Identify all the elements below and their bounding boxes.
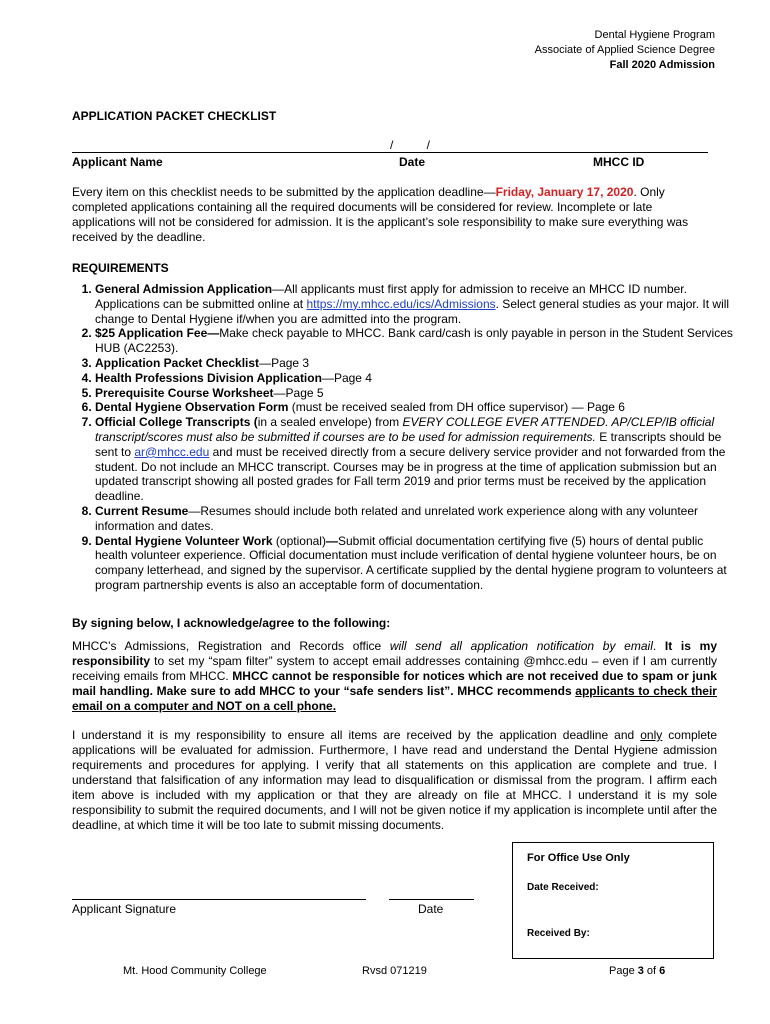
intro-paragraph: Every item on this checklist needs to be submitted by the application deadline—Friday, January 17, 2020. Only completed applications containing all the required documents will be considered for review. Incomplete or late applications will not be considered for admission. It is the applicant’s sole responsibility to make sure everything was received by the deadline. bbox=[72, 185, 689, 244]
list-item: 6. Dental Hygiene Observation Form (must be received sealed from DH office supervisor) — Page 6 bbox=[95, 400, 735, 415]
page-title: APPLICATION PACKET CHECKLIST bbox=[72, 109, 277, 123]
responsibility-paragraph: I understand it is my responsibility to ensure all items are received by the application deadline and only complete applications will be evaluated for admission. Furthermore, I have read and understand the Dental Hygiene admission requirements and procedures for applying. I verify that all statements on this application are complete and true. I understand that falsification of any information may lead to disqualification or dismissal from the program. I affirm each item above is included with my application or that they are already on file at MHCC. I understand it is my sole responsibility to submit the required documents, and I will not be given notice if my application is incomplete until after the deadline, at which time it will be too late to submit missing documents. bbox=[72, 728, 717, 832]
list-item: 3. Application Packet Checklist—Page 3 bbox=[95, 356, 735, 371]
requirements-heading: REQUIREMENTS bbox=[72, 261, 169, 275]
admissions-link[interactable]: https://my.mhcc.edu/ics/Admissions bbox=[306, 296, 496, 311]
list-item: 2. $25 Application Fee—Make check payable to MHCC. Bank card/cash is only payable in person in the Student Services HUB (AC2253). bbox=[95, 326, 735, 356]
list-item: 9. Dental Hygiene Volunteer Work (optional)—Submit official documentation certifying five (5) hours of dental public health volunteer experience. Official documentation must include verification of dental hygiene volunteer hours, be on company letterhead, and signed by the supervisor. A certificate supplied by the dental hygiene program to volunteers at program partnership events is also an acceptable form of documentation. bbox=[95, 534, 735, 593]
date-received-label: Date Received: bbox=[527, 882, 599, 893]
program-name: Dental Hygiene Program bbox=[594, 29, 715, 41]
signature-date-label: Date bbox=[418, 902, 444, 916]
list-item: 1. General Admission Application—All applicants must first apply for admission to receive an MHCC ID number. Applications can be submitted online at https://my.mhcc.edu/ics/Admissions. Select general studies as your major. It will change to Dental Hygiene if/when you are admitted into the program. bbox=[95, 282, 735, 326]
degree-name: Associate of Applied Science Degree bbox=[534, 44, 715, 56]
signature-line[interactable] bbox=[72, 899, 366, 900]
list-item: 8. Current Resume—Resumes should include both related and unrelated work experience along with any volunteer information and dates. bbox=[95, 504, 735, 534]
list-item: 7. Official College Transcripts (in a sealed envelope) from EVERY COLLEGE EVER ATTENDED. AP/CLEP/IB official transcript/scores must also be submitted if courses are to be used for admission requirements. E transcripts should be sent to ar@mhcc.edu and must be received directly from a secure delivery service provider and not forwarded from the student. Do not include an MHCC transcript. Courses may be in progress at the time of application submission but an updated transcript showing all posted grades for Fall term 2019 and prior terms must be received by the application deadline. bbox=[95, 415, 735, 504]
requirements-list bbox=[72, 282, 735, 593]
footer-college: Mt. Hood Community College bbox=[123, 965, 267, 977]
mhcc-id-label: MHCC ID bbox=[593, 155, 645, 169]
date-label: Date bbox=[399, 155, 426, 169]
footer-revision: Rvsd 071219 bbox=[362, 965, 427, 977]
email-notice-paragraph: MHCC’s Admissions, Registration and Records office will send all application notification by email. It is my responsibility to set my “spam filter” system to accept email addresses containing @mhcc.edu – even if I am currently receiving emails from MHCC. MHCC cannot be responsible for notices which are not received due to spam or junk mail handling. Make sure to add MHCC to your “safe senders list”. MHCC recommends applicants to check their email on a computer and NOT on a cell phone. bbox=[72, 639, 717, 713]
applicant-info-line bbox=[72, 152, 708, 153]
list-item: 4. Health Professions Division Application—Page 4 bbox=[95, 371, 735, 386]
deadline-date: Friday, January 17, 2020 bbox=[495, 185, 634, 199]
date-slashes: / / bbox=[390, 138, 431, 152]
signature-date-line[interactable] bbox=[389, 899, 474, 900]
acknowledge-heading: By signing below, I acknowledge/agree to the following: bbox=[72, 616, 391, 630]
transcript-email-link[interactable]: ar@mhcc.edu bbox=[134, 444, 210, 459]
list-item: 5. Prerequisite Course Worksheet—Page 5 bbox=[95, 386, 735, 401]
office-use-title: For Office Use Only bbox=[527, 852, 630, 864]
received-by-label: Received By: bbox=[527, 928, 590, 939]
office-use-box bbox=[512, 842, 714, 959]
applicant-name-label: Applicant Name bbox=[72, 155, 163, 169]
document-header bbox=[535, 28, 715, 73]
applicant-signature-label: Applicant Signature bbox=[72, 902, 177, 916]
admission-term: Fall 2020 Admission bbox=[609, 59, 715, 71]
footer-page-number: Page 3 of 6 bbox=[609, 965, 666, 977]
